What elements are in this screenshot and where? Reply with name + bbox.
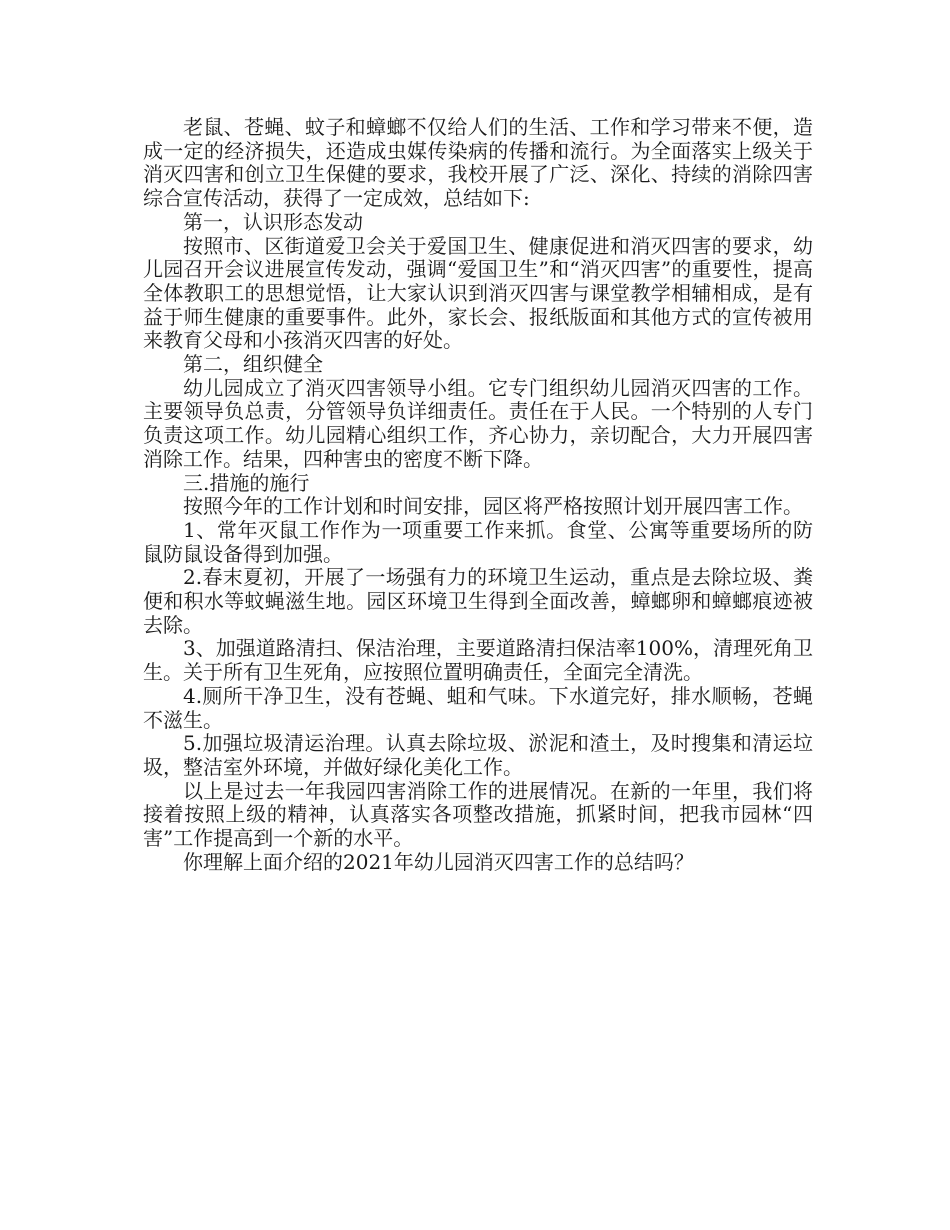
measure-item: 5.加强垃圾清运治理。认真去除垃圾、淤泥和渣土，及时搜集和清运垃圾，整洁室外环境，并做好绿化美化工作。: [143, 731, 813, 779]
measure-item: 4.厕所干净卫生，没有苍蝇、蛆和气味。下水道完好，排水顺畅，苍蝇不滋生。: [143, 683, 813, 732]
document-body: [143, 116, 813, 875]
measure-item: 1、常年灭鼠工作作为一项重要工作来抓。食堂、公寓等重要场所的防鼠防鼠设备得到加强。: [143, 517, 813, 566]
body-paragraph: 幼儿园成立了消灭四害领导小组。它专门组织幼儿园消灭四害的工作。主要领导负总责，分管领导负详细责任。责任在于人民。一个特别的人专门负责这项工作。幼儿园精心组织工作，齐心协力，亲切配合，大力开展四害消除工作。结果，四种害虫的密度不断下降。: [143, 375, 813, 471]
closing-question: 你理解上面介绍的2021年幼儿园消灭四害工作的总结吗？: [183, 849, 694, 874]
section-heading: 第一，认识形态发动: [183, 209, 363, 234]
intro-paragraph: 老鼠、苍蝇、蚊子和蟑螂不仅给人们的生活、工作和学习带来不便，造成一定的经济损失，还造成虫媒传染病的传播和流行。为全面落实上级关于消灭四害和创立卫生保健的要求，我校开展了广泛、深化、持续的消除四害综合宣传活动，获得了一定成效，总结如下:: [143, 115, 813, 211]
body-paragraph: 按照市、区街道爱卫会关于爱国卫生、健康促进和消灭四害的要求，幼儿园召开会议进展宣传发动，强调“爱国卫生”和“消灭四害”的重要性，提高全体教职工的思想觉悟，让大家认识到消灭四害与课堂教学相辅相成，是有益于师生健康的重要事件。此外，家长会、报纸版面和其他方式的宣传被用来教育父母和小孩消灭四害的好处。: [143, 233, 813, 353]
body-paragraph: 按照今年的工作计划和时间安排，园区将严格按照计划开展四害工作。: [183, 494, 803, 519]
section-heading: 第二，组织健全: [183, 352, 323, 377]
measure-item: 2.春末夏初，开展了一场强有力的环境卫生运动，重点是去除垃圾、粪便和积水等蚊蝇滋生地。园区环境卫生得到全面改善，蟑螂卵和蟑螂痕迹被去除。: [143, 565, 813, 637]
section-heading: 三.措施的施行: [183, 470, 310, 495]
measure-item: 3、加强道路清扫、保洁治理，主要道路清扫保洁率100%，清理死角卫生。关于所有卫生死角，应按照位置明确责任，全面完全清洗。: [143, 636, 813, 685]
conclusion-paragraph: 以上是过去一年我园四害消除工作的进展情况。在新的一年里，我们将接着按照上级的精神，认真落实各项整改措施，抓紧时间，把我市园林“四害”工作提高到一个新的水平。: [143, 778, 813, 851]
